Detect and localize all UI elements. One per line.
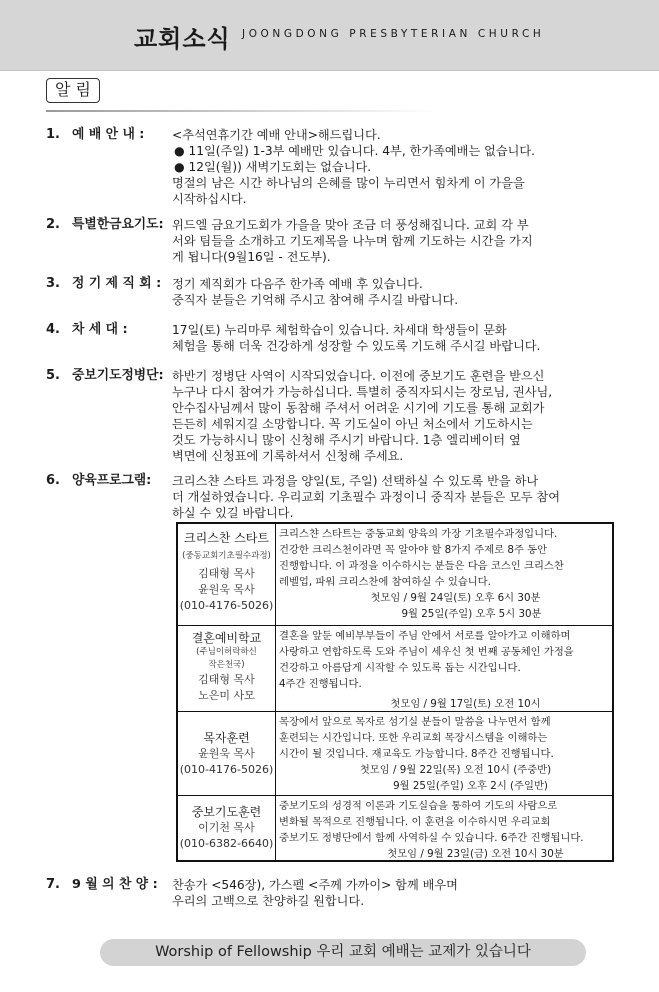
program-name-cell	[178, 712, 276, 795]
item-line: 하실 수 있길 바랍니다.	[172, 506, 294, 520]
program-desc-cell	[279, 798, 612, 862]
item-body	[172, 322, 618, 354]
program-row	[178, 524, 612, 626]
item-line: 서와 팀들을 소개하고 기도제목을 나누며 함께 기도하는 시간을 가지	[172, 234, 533, 248]
item-number: 4.	[46, 322, 60, 337]
item-number: 1.	[46, 127, 60, 142]
program-contact: (010-4176-5026)	[179, 763, 274, 776]
item-line: 17일(토) 누리마루 체험학습이 있습니다. 차세대 학생들이 문화	[172, 323, 507, 337]
header-band	[0, 0, 659, 71]
program-schedule: 첫모임 / 9월 17일(토) 오전 10시	[390, 698, 541, 710]
program-desc-line: 4주간 진행됩니다.	[279, 678, 362, 690]
notice-item-worship	[46, 127, 621, 207]
item-line: 찬송가 <546장), 가스펠 <주께 가까이> 함께 배우며	[172, 878, 458, 892]
program-table	[176, 522, 614, 862]
program-leader: 김태형 목사	[198, 567, 255, 580]
program-desc-line: 건강하고 아름답게 시작할 수 있도록 돕는 시간입니다.	[279, 662, 521, 674]
program-desc-line: 레벨업, 파워 크리스찬에 참여하실 수 있습니다.	[279, 576, 491, 588]
item-body	[172, 217, 618, 265]
notice-item-prayer-team	[46, 368, 621, 466]
program-desc-line: 목장에서 앞으로 목자로 섬기실 분들이 말씀을 나누면서 함께	[279, 716, 551, 728]
notice-divider	[46, 110, 436, 112]
program-row	[178, 712, 612, 796]
program-subtitle: (주님이허락하신 작은천국)	[196, 647, 257, 670]
program-leader: 김태형 목사	[198, 673, 255, 686]
item-line: 위드엘 금요기도회가 가을을 맞아 조금 더 풍성해집니다. 교회 각 부	[172, 218, 529, 232]
program-schedule: 첫모임 / 9월 24일(토) 오후 6시 30분	[370, 592, 541, 604]
item-label: 차 세 대 :	[72, 322, 128, 337]
program-title: 목자훈련	[203, 731, 250, 745]
program-row	[178, 626, 612, 712]
notice-item-staff-meeting	[46, 276, 621, 310]
item-line: 하반기 정병단 사역이 시작되었습니다. 이전에 중보기도 훈련을 받으신	[172, 369, 545, 383]
item-number: 2.	[46, 217, 60, 232]
item-label: 특별한금요기도:	[72, 217, 164, 232]
program-leader: 노은미 사모	[198, 689, 255, 702]
item-line: 벽면에 신청표에 기록하셔서 신청해 주세요.	[172, 449, 404, 463]
program-desc-line: 변화될 목적으로 진행됩니다. 이 훈련을 이수하시면 우리교회	[279, 816, 551, 828]
program-schedule: 첫모임 / 9월 22일(목) 오전 10시 (주중반)	[359, 764, 552, 776]
item-line: 게 됩니다(9월16일 - 전도부).	[172, 250, 331, 264]
item-line: 체험을 통해 더욱 건강하게 성장할 수 있도록 기도해 주시길 바랍니다.	[172, 339, 541, 353]
program-desc-line: 건강한 크리스천이라면 꼭 알아야 할 8가지 주제로 8주 동안	[279, 544, 548, 556]
program-desc-line: 크리스챤 스타트는 중동교회 양육의 가장 기초필수과정입니다.	[279, 528, 558, 540]
item-line: 중직자 분들은 기억해 주시고 참여해 주시길 바랍니다.	[172, 293, 459, 307]
program-desc-line: 진행합니다. 이 과정을 이수하시는 분들은 다음 코스인 크리스찬	[279, 560, 564, 572]
item-line: 누구나 다시 참여가 가능하십니다. 특별히 중직자되시는 장로님, 권사님,	[172, 385, 553, 399]
program-title: 중보기도훈련	[191, 805, 262, 819]
item-line: 안수집사님께서 많이 동참해 주셔서 어려운 시기에 기도를 통해 교회가	[172, 401, 545, 415]
item-body	[172, 127, 618, 207]
program-schedule: 9월 25일(주일) 오후 5시 30분	[401, 608, 542, 620]
item-line: 크리스챤 스타트 과정을 양일(토, 주일) 선택하실 수 있도록 반을 하나	[172, 474, 539, 488]
item-line: <추석연휴기간 예배 안내>해드립니다.	[172, 128, 381, 142]
program-desc-line: 훈련되는 시간입니다. 또한 우리교회 목장시스템을 이해하는	[279, 732, 548, 744]
item-line: 시작하십시다.	[172, 192, 247, 206]
item-number: 5.	[46, 368, 60, 383]
program-title: 결혼예비학교	[191, 631, 262, 645]
program-leader: 윤원욱 목사	[198, 583, 255, 596]
item-label: 중보기도정병단:	[72, 368, 164, 383]
item-number: 6.	[46, 473, 60, 488]
program-leader: 윤원욱 목사	[198, 747, 255, 760]
program-desc-line: 시간이 될 것입니다. 재교육도 가능합니다. 8주간 진행됩니다.	[279, 748, 554, 760]
program-desc-line: 사랑하고 연합하도록 도와 주님이 세우신 첫 번째 공동체인 가정을	[279, 646, 574, 658]
item-line: 우리의 고백으로 찬양하길 원합니다.	[172, 894, 365, 908]
item-line: ● 11일(주일) 1-3부 예배만 있습니다. 4부, 한가족예배는 없습니다.	[174, 144, 536, 158]
program-subtitle: (중동교회기초필수과정)	[182, 551, 271, 561]
program-name-cell	[178, 626, 276, 711]
item-line: ● 12일(월)) 새벽기도회는 없습니다.	[174, 160, 372, 174]
item-line: 것도 가능하시니 많이 신청해 주시기 바랍니다. 1층 엘리베이터 옆	[172, 433, 521, 447]
program-contact: (010-6382-6640)	[179, 837, 274, 850]
item-label: 정 기 제 직 회 :	[72, 276, 162, 291]
program-schedule: 첫모임 / 9월 23일(금) 오전 10시 30분	[387, 848, 564, 860]
notice-item-discipleship	[46, 473, 621, 523]
notice-item-next-generation	[46, 322, 621, 356]
item-line: 더 개설하였습니다. 우리교회 기초필수 과정이니 중직자 분들은 모두 참여	[172, 490, 561, 504]
item-line: 명절의 남은 시간 하나님의 은혜를 많이 누리면서 힘차게 이 가을을	[172, 176, 525, 190]
item-line: 정기 제직회가 다음주 한가족 예배 후 있습니다.	[172, 277, 423, 291]
program-desc-cell	[279, 526, 612, 622]
program-name-cell	[178, 796, 276, 860]
program-schedule: 9월 25일(주일) 오후 2시 (주일반)	[393, 780, 548, 792]
item-body	[172, 473, 618, 521]
item-label: 예 배 안 내 :	[72, 127, 145, 142]
item-line: 든든히 세워지길 소망합니다. 꼭 기도실이 아닌 처소에서 기도하시는	[172, 417, 533, 431]
program-desc-cell	[279, 714, 612, 794]
notice-item-friday-prayer	[46, 217, 621, 267]
program-name-cell	[178, 524, 276, 625]
program-desc-line: 중보기도 정병단에서 함께 사역하실 수 있습니다. 6주간 진행됩니다.	[279, 832, 584, 844]
item-label: 양육프로그램:	[72, 473, 152, 488]
notice-item-september-hymn	[46, 877, 621, 911]
notice-tab: 알 림	[46, 78, 100, 103]
item-body	[172, 877, 618, 909]
program-title: 크리스찬 스타트	[184, 531, 269, 545]
program-desc-cell	[279, 628, 612, 712]
item-number: 3.	[46, 276, 60, 291]
church-name: JOONGDONG PRESBYTERIAN CHURCH	[242, 28, 545, 40]
item-number: 7.	[46, 877, 60, 892]
program-desc-line: 결혼을 앞둔 예비부부들이 주님 안에서 서로를 알아가고 이해하며	[279, 630, 571, 642]
program-leader: 이기천 목사	[198, 821, 255, 834]
item-body	[172, 368, 618, 464]
item-label: 9 월 의 찬 양 :	[72, 877, 158, 892]
program-contact: (010-4176-5026)	[179, 599, 274, 612]
footer-banner: Worship of Fellowship 우리 교회 예배는 교제가 있습니다	[100, 939, 586, 966]
program-desc-line: 중보기도의 성경적 이론과 기도실습을 통하여 기도의 사람으로	[279, 800, 558, 812]
program-row	[178, 796, 612, 860]
page-title: 교회소식	[134, 25, 231, 53]
item-body	[172, 276, 618, 308]
